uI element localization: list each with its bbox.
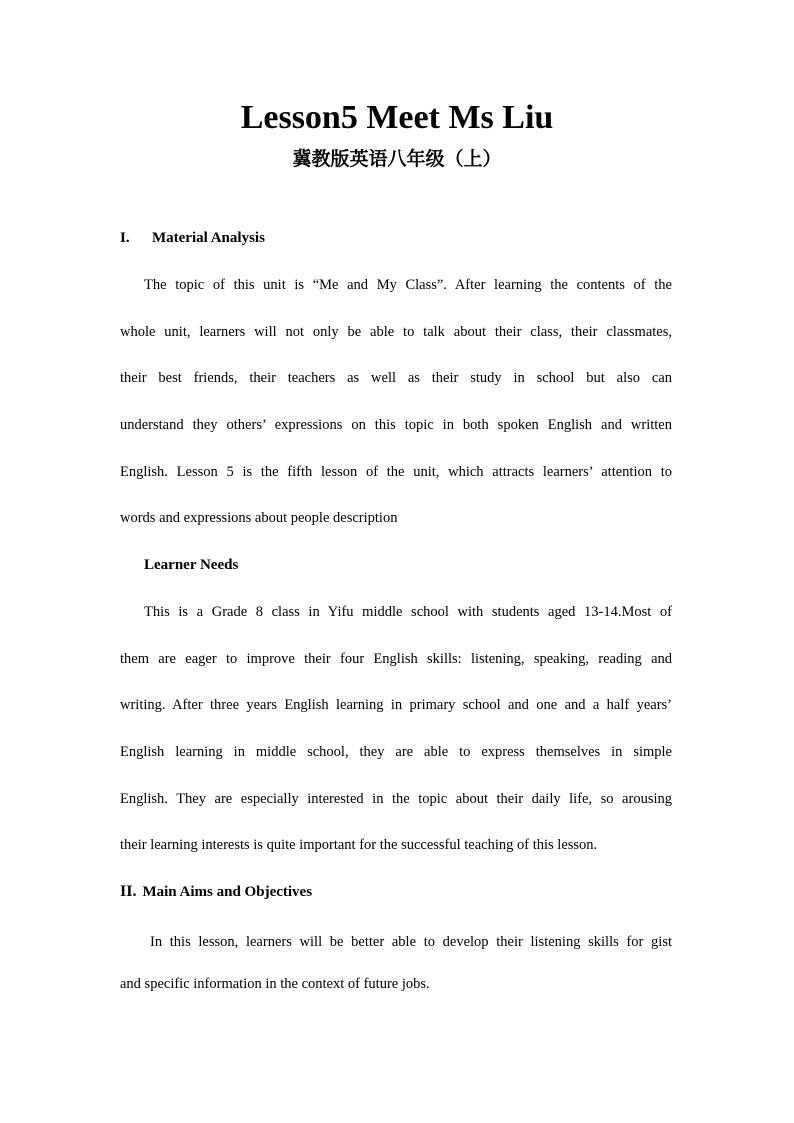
section-title: Material Analysis: [152, 230, 265, 246]
section-title: Main Aims and Objectives: [142, 884, 313, 900]
paragraph-line: In this lesson, learners will be better able to develop their listening skills for gist: [150, 934, 672, 950]
section-number: I.: [120, 230, 130, 246]
paragraph-line: understand they others’ expressions on this topic in both spoken English and written: [120, 417, 672, 434]
material-analysis-paragraph: [120, 275, 672, 555]
paragraph-line: their best friends, their teachers as well as their study in school but also can: [120, 370, 672, 387]
section-heading-main-aims: [120, 882, 312, 902]
document-title: Lesson5 Meet Ms Liu: [240, 99, 554, 136]
paragraph-line: their learning interests is quite important for the successful teaching of this lesson.: [120, 837, 598, 854]
paragraph-line: This is a Grade 8 class in Yifu middle school with students aged 13-14.Most of: [144, 604, 672, 620]
paragraph-line: The topic of this unit is “Me and My Class”. After learning the contents of the: [144, 277, 672, 293]
document-subtitle: 冀教版英语八年级（上）: [292, 148, 502, 170]
paragraph-line: English. Lesson 5 is the fifth lesson of the unit, which attracts learners’ attention to: [120, 463, 672, 480]
paragraph-line: English learning in middle school, they are able to express themselves in simple: [120, 744, 672, 761]
section-heading-material-analysis: [120, 228, 265, 248]
paragraph-line: whole unit, learners will not only be able to talk about their class, their classmates,: [120, 323, 672, 340]
paragraph-line: words and expressions about people description: [120, 510, 398, 527]
learner-needs-paragraph: [120, 602, 672, 882]
paragraph-line: them are eager to improve their four English skills: listening, speaking, reading and: [120, 650, 672, 667]
section-number: II.: [120, 883, 137, 900]
paragraph-line: English. They are especially interested in the topic about their daily life, so arousing: [120, 790, 672, 807]
main-aims-paragraph: [120, 932, 672, 1016]
section-heading-learner-needs: Learner Needs: [144, 557, 239, 573]
paragraph-line: writing. After three years English learning in primary school and one and a half years’: [120, 697, 672, 714]
paragraph-line: and specific information in the context of future jobs.: [120, 976, 430, 992]
